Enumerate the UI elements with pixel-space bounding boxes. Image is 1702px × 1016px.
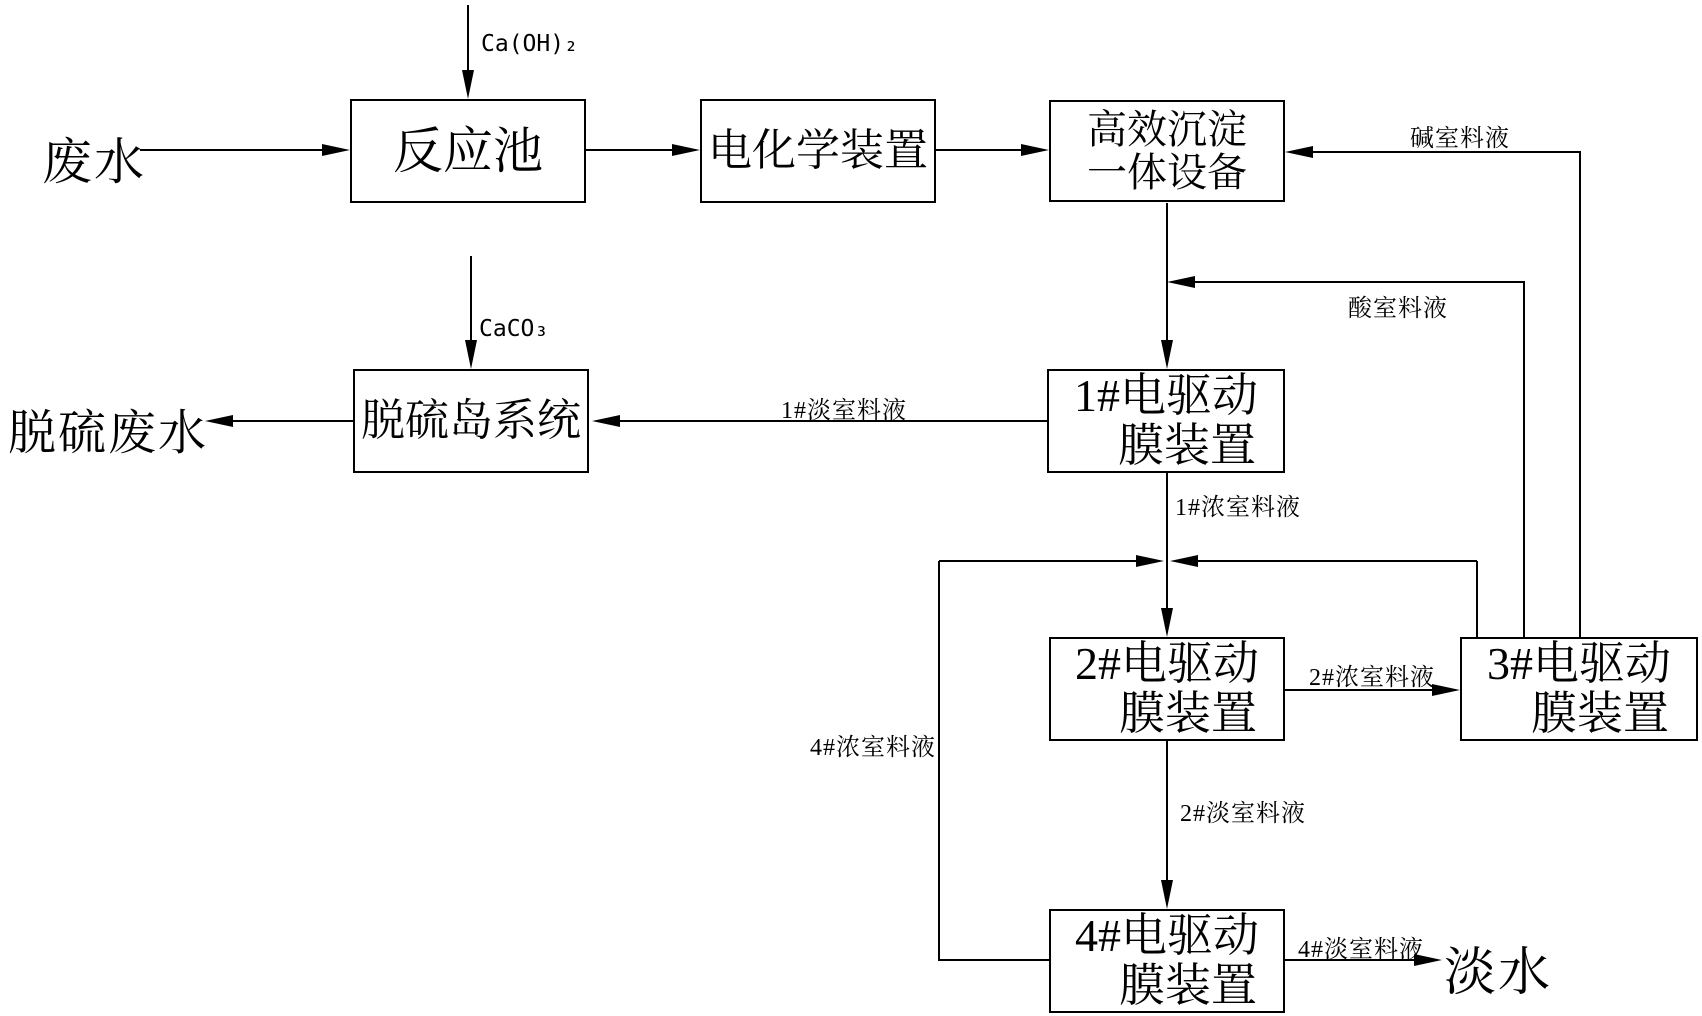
node-label-line2: 膜装置 — [1118, 420, 1256, 471]
stream-label-dilute-2: 2#淡室料液 — [1180, 801, 1306, 827]
junction-left-feed — [939, 555, 1164, 567]
stream-label-dilute-1: 1#淡室料液 — [781, 398, 907, 424]
node-membrane-device-1 — [1047, 369, 1285, 473]
terminal-desulfurized-wastewater: 脱硫废水 — [8, 407, 209, 460]
node-label-line2: 膜装置 — [1531, 688, 1669, 739]
node-label-line2: 一体设备 — [1087, 150, 1247, 195]
node-label-line2: 膜装置 — [1119, 688, 1257, 739]
stream-label-alkali-chamber: 碱室料液 — [1410, 126, 1510, 152]
arrow-sedimentation-to-membrane1 — [1161, 203, 1173, 369]
stream-label-concentrate-4: 4#浓室料液 — [810, 735, 936, 761]
node-membrane-device-4 — [1049, 909, 1285, 1013]
arrow-reaction-to-electrochemical — [586, 144, 700, 156]
node-label-line1: 1#电驱动 — [1074, 370, 1258, 422]
arrow-caco3-feed — [465, 256, 477, 369]
terminal-fresh-water: 淡水 — [1444, 945, 1553, 1002]
node-label-line2: 膜装置 — [1119, 960, 1257, 1011]
arrow-desulfurization-output — [205, 415, 353, 427]
terminal-wastewater: 废水 — [42, 134, 146, 190]
node-label: 脱硫岛系统 — [361, 396, 581, 446]
stream-label-dilute-4: 4#淡室料液 — [1298, 937, 1424, 963]
line-alkali-return — [1285, 146, 1580, 637]
stream-label-lime: Ca(OH)₂ — [481, 31, 578, 57]
node-electrochemical-device — [700, 99, 936, 203]
stream-label-concentrate-2: 2#浓室料液 — [1309, 665, 1435, 691]
node-label: 反应池 — [393, 123, 543, 179]
stream-label-caco3: CaCO₃ — [479, 316, 549, 342]
node-label-line1: 2#电驱动 — [1075, 638, 1259, 690]
node-label-line1: 高效沉淀 — [1087, 106, 1247, 152]
node-label-line1: 4#电驱动 — [1075, 910, 1259, 962]
stream-label-concentrate-1: 1#浓室料液 — [1175, 495, 1301, 521]
node-sedimentation-unit — [1049, 100, 1285, 202]
node-label-line1: 3#电驱动 — [1487, 638, 1671, 690]
stream-label-acid-chamber: 酸室料液 — [1348, 296, 1448, 322]
node-label: 电化学装置 — [708, 126, 928, 176]
arrow-wastewater-to-reaction-tank — [140, 144, 350, 156]
junction-right-feed — [1170, 555, 1477, 637]
node-reaction-tank — [350, 99, 586, 203]
node-membrane-device-3 — [1460, 637, 1698, 741]
arrow-lime-feed — [462, 5, 474, 99]
line-concentrate4-loop — [939, 561, 1049, 960]
node-desulfurization-island — [353, 369, 589, 473]
arrow-dilute2-to-membrane4 — [1161, 741, 1173, 909]
arrow-electrochemical-to-sedimentation — [936, 144, 1049, 156]
arrow-concentrate1-to-membrane2 — [1161, 473, 1173, 637]
node-membrane-device-2 — [1049, 637, 1285, 741]
